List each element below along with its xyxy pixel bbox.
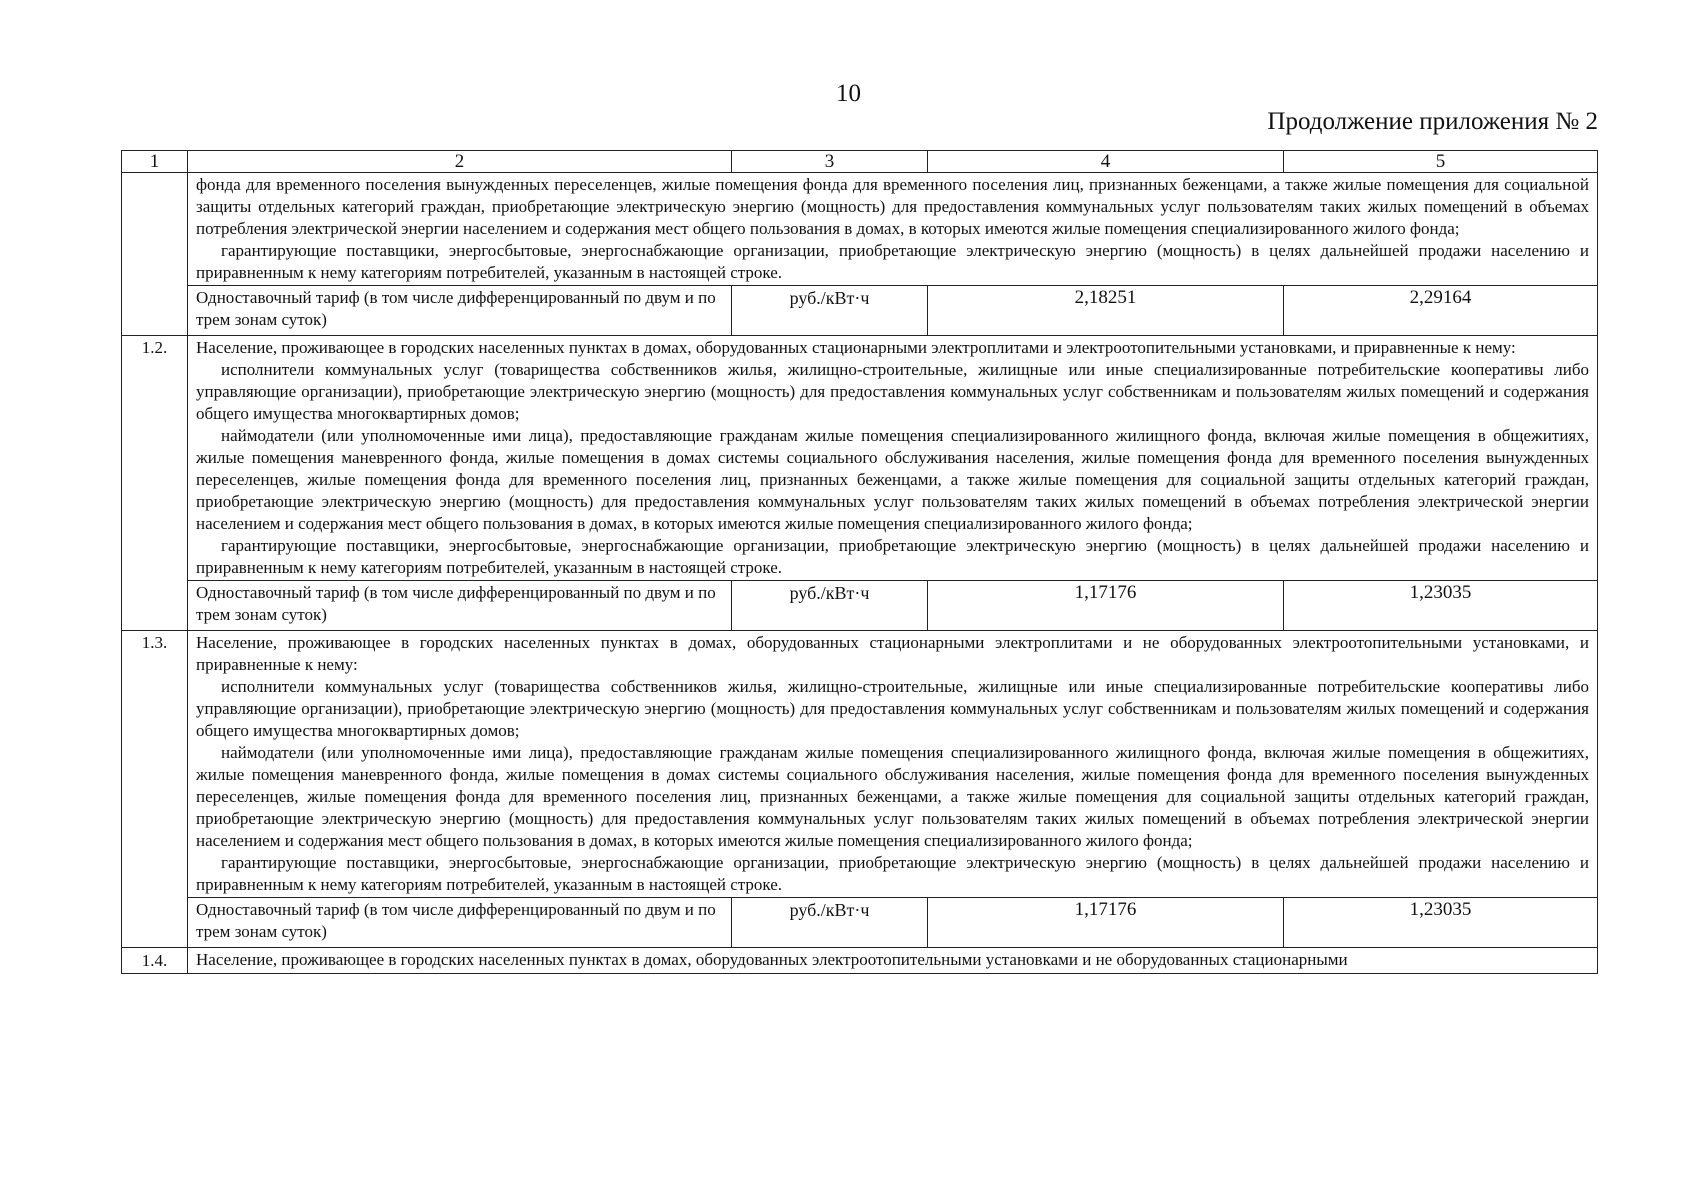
row-number bbox=[122, 173, 188, 336]
column-number: 4 bbox=[928, 151, 1284, 173]
consumer-description-row bbox=[122, 173, 1598, 286]
description-paragraph: гарантирующие поставщики, энергосбытовые, энергоснабжающие организации, приобретающие электрическую энергию (мощность) в целях дальнейшей продажи населению и приравненным к нему категориям потребителей, указанным в настоящей строке. bbox=[196, 241, 1589, 282]
consumer-description-row bbox=[122, 631, 1598, 898]
column-numbers-row bbox=[122, 151, 1598, 173]
consumer-description-row bbox=[122, 948, 1598, 974]
column-number: 3 bbox=[732, 151, 928, 173]
consumer-description bbox=[188, 631, 1598, 898]
tariff-label: Одноставочный тариф (в том числе дифференцированный по двум и по трем зонам суток) bbox=[188, 581, 732, 631]
row-number: 1.4. bbox=[122, 948, 188, 974]
description-paragraph: фонда для временного поселения вынужденных переселенцев, жилые помещения фонда для временного поселения лиц, признанных беженцами, а также жилые помещения для социальной защиты отдельных категорий граждан, приобретающие электрическую энергию (мощность) для предоставления коммунальных услуг пользователям таких жилых помещений в объемах потребления электрической энергии населением и содержания мест общего пользования в домах, в которых имеются жилые помещения специализированного жилого фонда; bbox=[196, 175, 1589, 238]
page-number: 10 bbox=[836, 80, 861, 107]
tariff-value-period-1: 1,17176 bbox=[928, 581, 1284, 631]
tariff-label: Одноставочный тариф (в том числе дифференцированный по двум и по трем зонам суток) bbox=[188, 286, 732, 336]
tariff-unit: руб./кВт·ч bbox=[732, 286, 928, 336]
tariff-value-period-2: 1,23035 bbox=[1284, 581, 1598, 631]
consumer-description bbox=[188, 173, 1598, 286]
description-paragraph: исполнители коммунальных услуг (товарищества собственников жилья, жилищно-строительные, жилищные или иные специализированные потребительские кооперативы либо управляющие организации), приобретающие электрическую энергию (мощность) для предоставления коммунальных услуг собственникам и пользователям жилых помещений и содержания общего имущества многоквартирных домов; bbox=[196, 677, 1589, 740]
description-paragraph: Население, проживающее в городских населенных пунктах в домах, оборудованных стационарными электроплитами и электроотопительными установками, и приравненные к нему: bbox=[196, 338, 1516, 357]
description-paragraph: исполнители коммунальных услуг (товарищества собственников жилья, жилищно-строительные, жилищные или иные специализированные потребительские кооперативы либо управляющие организации), приобретающие электрическую энергию (мощность) для предоставления коммунальных услуг собственникам и пользователям жилых помещений и содержания общего имущества многоквартирных домов; bbox=[196, 360, 1589, 423]
row-number: 1.2. bbox=[122, 336, 188, 631]
column-number: 1 bbox=[122, 151, 188, 173]
column-number: 2 bbox=[188, 151, 732, 173]
column-number: 5 bbox=[1284, 151, 1598, 173]
description-paragraph: Население, проживающее в городских населенных пунктах в домах, оборудованных электроотопительными установками и не оборудованных стационарными bbox=[196, 950, 1348, 969]
tariff-unit: руб./кВт·ч bbox=[732, 898, 928, 948]
tariff-unit: руб./кВт·ч bbox=[732, 581, 928, 631]
description-paragraph: гарантирующие поставщики, энергосбытовые, энергоснабжающие организации, приобретающие электрическую энергию (мощность) в целях дальнейшей продажи населению и приравненным к нему категориям потребителей, указанным в настоящей строке. bbox=[196, 536, 1589, 577]
tariff-table bbox=[121, 150, 1598, 974]
description-paragraph: Население, проживающее в городских населенных пунктах в домах, оборудованных стационарными электроплитами и не оборудованных электроотопительными установками, и приравненные к нему: bbox=[196, 633, 1589, 674]
consumer-description-row bbox=[122, 336, 1598, 581]
tariff-value-period-1: 2,18251 bbox=[928, 286, 1284, 336]
consumer-description bbox=[188, 948, 1598, 974]
tariff-value-period-1: 1,17176 bbox=[928, 898, 1284, 948]
tariff-label: Одноставочный тариф (в том числе дифференцированный по двум и по трем зонам суток) bbox=[188, 898, 732, 948]
description-paragraph: гарантирующие поставщики, энергосбытовые, энергоснабжающие организации, приобретающие электрическую энергию (мощность) в целях дальнейшей продажи населению и приравненным к нему категориям потребителей, указанным в настоящей строке. bbox=[196, 853, 1589, 894]
tariff-value-period-2: 1,23035 bbox=[1284, 898, 1598, 948]
consumer-description bbox=[188, 336, 1598, 581]
tariff-row bbox=[122, 286, 1598, 336]
tariff-row bbox=[122, 581, 1598, 631]
row-number: 1.3. bbox=[122, 631, 188, 948]
appendix-continuation-note: Продолжение приложения № 2 bbox=[1267, 108, 1598, 135]
description-paragraph: наймодатели (или уполномоченные ими лица), предоставляющие гражданам жилые помещения специализированного жилищного фонда, включая жилые помещения в общежитиях, жилые помещения маневренного фонда, жилые помещения в домах системы социального обслуживания населения, жилые помещения фонда для временного поселения вынужденных переселенцев, жилые помещения фонда для временного поселения лиц, признанных беженцами, а также жилые помещения для социальной защиты отдельных категорий граждан, приобретающие электрическую энергию (мощность) для предоставления коммунальных услуг пользователям таких жилых помещений в объемах потребления электрической энергии населением и содержания мест общего пользования в домах, в которых имеются жилые помещения специализированного жилого фонда; bbox=[196, 743, 1589, 850]
tariff-value-period-2: 2,29164 bbox=[1284, 286, 1598, 336]
description-paragraph: наймодатели (или уполномоченные ими лица), предоставляющие гражданам жилые помещения специализированного жилищного фонда, включая жилые помещения в общежитиях, жилые помещения маневренного фонда, жилые помещения в домах системы социального обслуживания населения, жилые помещения фонда для временного поселения вынужденных переселенцев, жилые помещения фонда для временного поселения лиц, признанных беженцами, а также жилые помещения для социальной защиты отдельных категорий граждан, приобретающие электрическую энергию (мощность) для предоставления коммунальных услуг пользователям таких жилых помещений в объемах потребления электрической энергии населением и содержания мест общего пользования в домах, в которых имеются жилые помещения специализированного жилого фонда; bbox=[196, 426, 1589, 533]
tariff-row bbox=[122, 898, 1598, 948]
